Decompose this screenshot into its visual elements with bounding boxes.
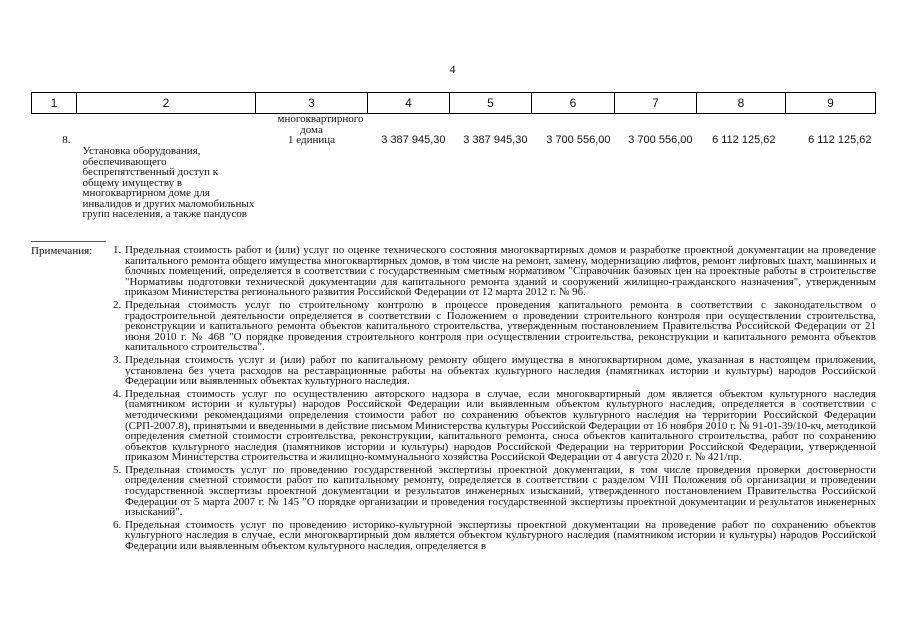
note-number: 1. xyxy=(113,244,122,256)
note-number: 3. xyxy=(113,353,122,366)
column-header: 3 xyxy=(256,93,368,114)
note-item xyxy=(113,355,876,387)
page-number: 4 xyxy=(449,62,456,76)
continuation-row xyxy=(32,114,876,136)
note-item xyxy=(113,300,876,353)
note-item xyxy=(113,389,876,463)
continuation-unit: многоквартирного дома xyxy=(277,113,364,136)
row-value-col4: 3 387 945,30 xyxy=(381,134,446,146)
column-header: 5 xyxy=(450,93,532,114)
row-value-col6: 3 700 556,00 xyxy=(546,134,611,146)
note-number: 4. xyxy=(113,387,122,400)
row-description: Установка оборудования, обеспечивающего беспрепятственный доступ к общему имуществу в многоквартирном доме для инвалидов и других маломобильных групп населения, а также пандусов xyxy=(82,145,255,220)
column-header: 2 xyxy=(77,93,256,114)
row-value-col8: 6 112 125,62 xyxy=(712,134,776,146)
row-value-col5: 3 387 945,30 xyxy=(463,134,528,146)
column-header: 4 xyxy=(368,93,450,114)
notes-label: Примечания: xyxy=(31,245,93,257)
note-text: Предельная стоимость услуг по осуществлению авторского надзора в случае, если многоквартирный дом является объектом культурного наследия (памятником истории и культуры) народов Российской Федерации или выявленным объектом культурного наследия, определяется в соответствии с методическими рекомендациями определения стоимости работ по сохранению объектов культурного наследия на территории Российской Федерации (СРП-2007.8), принятыми и введенными в действие письмом Министерства культуры Российской Федерации от 16 ноября 2010 г. № 91-01-39/10-кч, методикой определения сметной стоимости строительства, реконструкции, капитального ремонта, сноса объектов капитального строительства, работ по сохранению объектов культурного наследия (памятников истории и культуры) народов Российской Федерации на территории Российской Федерации, утвержденной приказом Министерства строительства и жилищно-коммунального хозяйства Российской Федерации от 4 августа 2020 г. № 421/пр. xyxy=(125,387,876,464)
column-header: 7 xyxy=(615,93,697,114)
note-text: Предельная стоимость услуг по проведению историко-культурной экспертизы проектной документации на проведение работ по сохранению объектов культурного наследия в случае, если многоквартирный дом является объектом культурного наследия (памятником истории и культуры) народов Российской Федерации или выявленным объектом культурного наследия, определяется в xyxy=(125,518,876,553)
row-number: 8. xyxy=(62,134,71,146)
note-item xyxy=(113,520,876,552)
note-item xyxy=(113,465,876,518)
note-text: Предельная стоимость работ и (или) услуг по оценке технического состояния многоквартирных домов и разработке проектной документации на проведение капитального ремонта общего имущества многоквартирных домов, в том числе на ремонт, замену, модернизацию лифтов, ремонт лифтовых шахт, машинных и блочных помещений, определяется в соответствии с государственным сметным нормативом "Справочник базовых цен на проектные работы в строительстве "Нормативы подготовки технической документации для капитального ремонта зданий и сооружений жилищно-гражданского назначения", утвержденным приказом Министерства регионального развития Российской Федерации от 12 марта 2012 г. № 96. xyxy=(125,244,876,299)
table-header-row xyxy=(32,93,876,114)
note-item xyxy=(113,245,876,298)
note-text: Предельная стоимость услуг по проведению государственной экспертизы проектной документации, в том числе проведения проверки достоверности определения сметной стоимости работ по капитальному ремонту, определяется в соответствии с разделом VIII Положения об организации и проведении государственной экспертизы проектной документации и результатов инженерных изысканий, утвержденного постановлением Правительства Российской Федерации от 5 марта 2007 г. № 145 "О порядке организации и проведения государственной экспертизы проектной документации и результатов инженерных изысканий". xyxy=(125,463,876,519)
row-unit: 1 единица xyxy=(287,134,335,146)
table-row xyxy=(32,135,876,220)
column-header: 9 xyxy=(786,93,876,114)
column-header: 6 xyxy=(532,93,615,114)
notes-section xyxy=(31,245,876,554)
note-number: 6. xyxy=(113,518,122,531)
note-number: 2. xyxy=(113,298,122,311)
note-text: Предельная стоимость услуг по строительному контролю в процессе проведения капитального ремонта в соответствии с законодательством о градостроительной деятельности определяется в соответствии с Положением о проведении строительного контроля при осуществлении строительства, реконструкции и капитального ремонта объектов капитального строительства, утвержденным постановлением Правительства Российской Федерации от 21 июня 2010 г. № 468 "О порядке проведения строительного контроля при осуществлении строительства, реконструкции и капитального ремонта объектов капитального строительства". xyxy=(125,298,876,354)
footnote-divider xyxy=(31,241,106,242)
row-value-col7: 3 700 556,00 xyxy=(628,134,693,146)
column-header: 1 xyxy=(32,93,77,114)
row-value-col9: 6 112 125,62 xyxy=(808,134,872,146)
note-number: 5. xyxy=(113,463,122,476)
column-header: 8 xyxy=(697,93,786,114)
cost-table xyxy=(31,92,876,220)
note-text: Предельная стоимость услуг и (или) работ по капитальному ремонту общего имущества в многоквартирном доме, указанная в настоящем приложении, установлена без учета расходов на реставрационные работы на объектах культурного наследия (памятниках истории и культуры) народов Российской Федерации или выявленных объектах культурного наследия. xyxy=(125,353,876,388)
